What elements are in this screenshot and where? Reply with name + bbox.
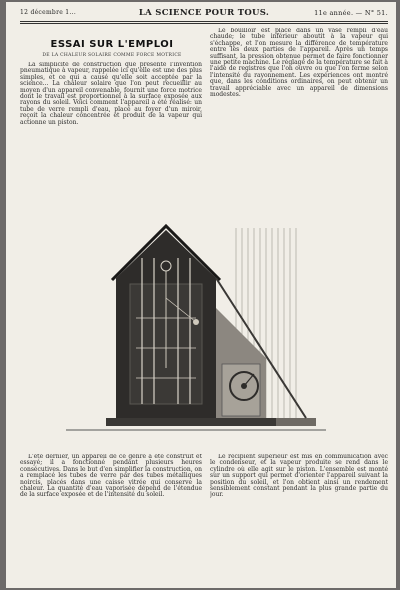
issue-number: 11e année. — N° 51. xyxy=(314,9,388,17)
header-rule-2 xyxy=(20,23,388,24)
article-text-bottom-left: L'été dernier, un appareil de ce genre a été construit et essayé; il a fonctionné pendant plusieurs heures consécutives. Dans le but d'en simplifier la construction, on a remplacé les tubes de verre par des tubes métalliques noircis, placés dans une caisse vitrée qui conserve la chaleur. La quantité d'eau vaporisée dépend de l'étendue de la surface exposée et de l'intensité du soleil. xyxy=(20,454,202,499)
article-title: ESSAI SUR L'EMPLOI xyxy=(50,39,174,50)
running-header xyxy=(20,8,388,20)
article-text-left: La simplicité de construction que présente l'invention pneumatique à vapeur, rappelée ici qu'elle est une des plus simples, et ce qui a causé qu'elle soit acceptée par la science... La chaleur solaire que l'on peut recueillir au moyen d'un appareil convenable, fournit une force motrice dont le travail est proportionnel à la surface exposée aux rayons du soleil. Voici comment l'appareil a été réalisé: un tube de verre rempli d'eau, placé au foyer d'un miroir, reçoit la chaleur concentrée et produit de la vapeur qui actionne un piston. xyxy=(20,62,202,126)
header-rule xyxy=(20,21,388,22)
header-date: 12 décembre 1... xyxy=(20,9,77,16)
article-text-bottom-right: Le récipient supérieur est mis en communication avec le condenseur, et la vapeur produite se rend dans le cylindre où elle agit sur le piston. L'ensemble est monté sur un support qui permet d'orienter l'appareil suivant la position du soleil, et l'on obtient ainsi un rendement sensiblement constant pendant la plus grande partie du jour. xyxy=(210,454,388,499)
apparatus-engraving xyxy=(46,218,346,450)
journal-page xyxy=(6,2,396,588)
article-text-right: Le bouilloir est placé dans un vase rempli d'eau chaude; le tube inférieur aboutit à la vapeur qui s'échappe, et l'on mesure la différence de température entre les deux parties de l'appareil. Après un temps suffisant, la pression obtenue permet de faire fonctionner une petite machine. Le réglage de la température se fait à l'aide de registres que l'on ouvre ou que l'on ferme selon l'intensité du rayonnement. Les expériences ont montré que, dans les conditions ordinaires, on peut obtenir un travail appréciable avec un appareil de dimensions modestes. xyxy=(210,28,388,99)
journal-title: LA SCIENCE POUR TOUS. xyxy=(138,8,270,18)
article-subtitle: DE LA CHALEUR SOLAIRE COMME FORCE MOTRICE xyxy=(42,53,182,58)
